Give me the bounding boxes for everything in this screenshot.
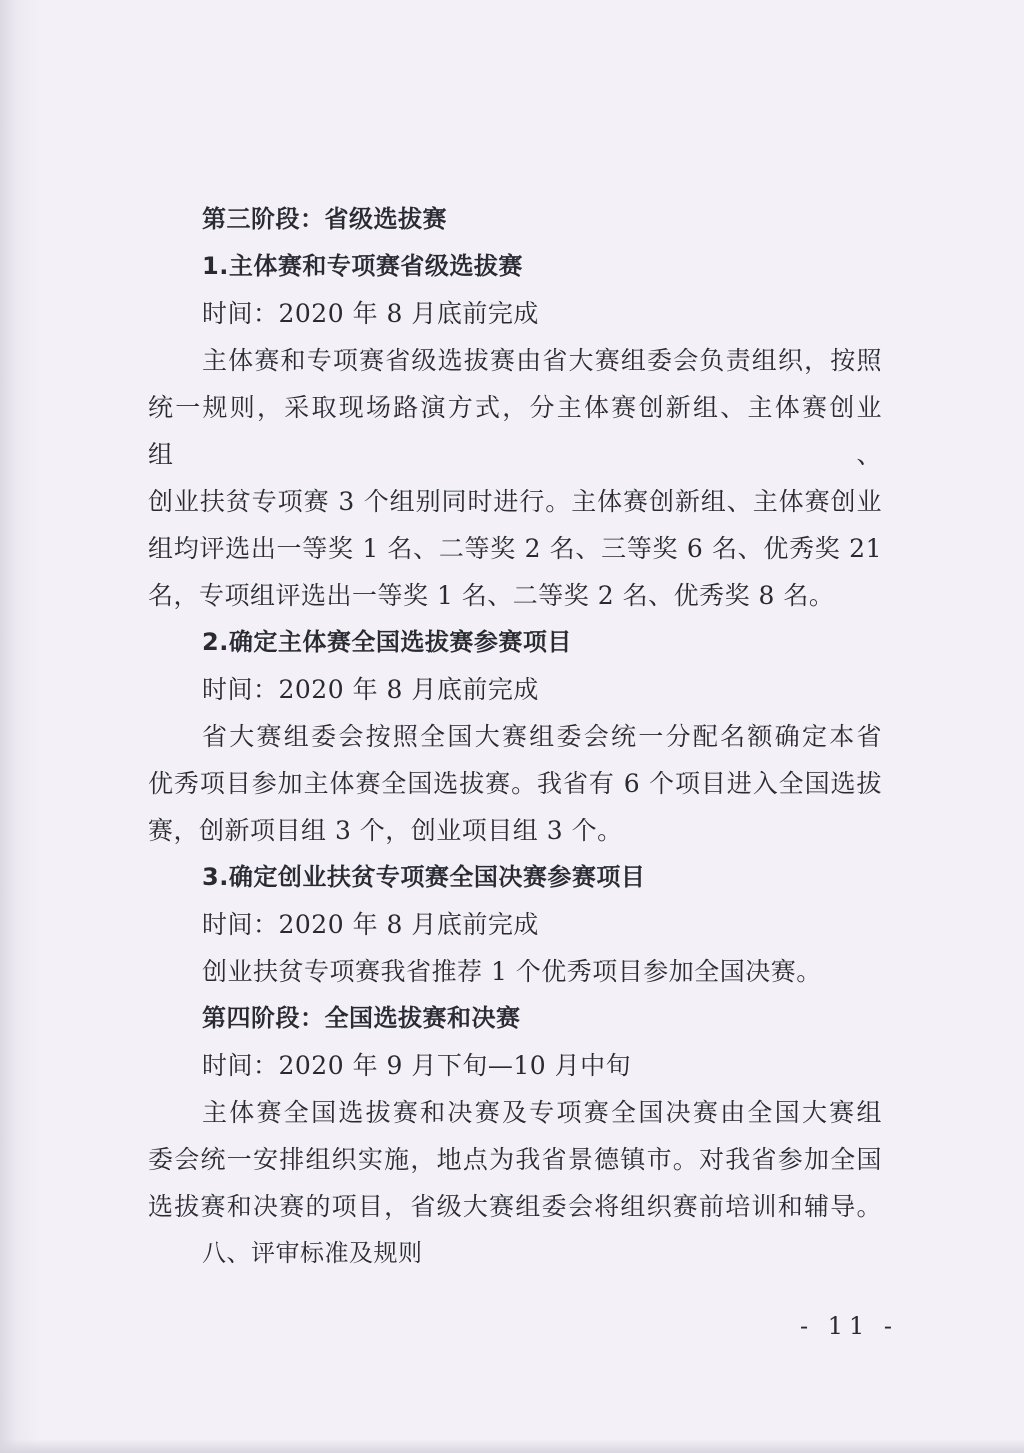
paragraph-3-line-1: 创业扶贫专项赛我省推荐 1 个优秀项目参加全国决赛。 xyxy=(202,957,822,986)
paragraph-4-line-2: 委会统一安排组织实施，地点为我省景德镇市。对我省参加全国 xyxy=(148,1145,882,1174)
time-line-1: 时间：2020 年 8 月底前完成 xyxy=(202,299,539,328)
subsection-heading-2: 2.确定主体赛全国选拔赛参赛项目 xyxy=(202,628,572,656)
scan-shadow-bottom xyxy=(0,1439,1024,1453)
paragraph-1-line-1: 主体赛和专项赛省级选拔赛由省大赛组委会负责组织，按照 xyxy=(202,346,882,375)
paragraph-4-line-1: 主体赛全国选拔赛和决赛及专项赛全国决赛由全国大赛组 xyxy=(202,1098,882,1127)
paragraph-4-line-3: 选拔赛和决赛的项目，省级大赛组委会将组织赛前培训和辅导。 xyxy=(148,1192,882,1221)
time-line-3: 时间：2020 年 8 月底前完成 xyxy=(202,910,539,939)
document-body xyxy=(148,196,882,1277)
paragraph-2-line-1: 省大赛组委会按照全国大赛组委会统一分配名额确定本省 xyxy=(202,722,882,751)
paragraph-2-line-3: 赛，创新项目组 3 个，创业项目组 3 个。 xyxy=(148,816,623,845)
paragraph-1-line-5: 名，专项组评选出一等奖 1 名、二等奖 2 名、优秀奖 8 名。 xyxy=(148,581,835,610)
section-heading-stage-four: 第四阶段：全国选拔赛和决赛 xyxy=(202,1004,521,1032)
section-heading-stage-three: 第三阶段：省级选拔赛 xyxy=(202,205,447,233)
time-line-2: 时间：2020 年 8 月底前完成 xyxy=(202,675,539,704)
paragraph-2-line-2: 优秀项目参加主体赛全国选拔赛。我省有 6 个项目进入全国选拔 xyxy=(148,769,882,798)
time-line-4: 时间：2020 年 9 月下旬—10 月中旬 xyxy=(202,1051,632,1080)
scan-shadow-left xyxy=(0,0,40,1453)
paragraph-1-line-2: 统一规则，采取现场路演方式，分主体赛创新组、主体赛创业组、 xyxy=(148,393,882,469)
paragraph-1-line-3: 创业扶贫专项赛 3 个组别同时进行。主体赛创新组、主体赛创业 xyxy=(148,487,882,516)
section-heading-eight: 八、评审标准及规则 xyxy=(202,1239,423,1267)
subsection-heading-3: 3.确定创业扶贫专项赛全国决赛参赛项目 xyxy=(202,863,646,891)
paragraph-1-line-4: 组均评选出一等奖 1 名、二等奖 2 名、三等奖 6 名、优秀奖 21 xyxy=(148,534,882,563)
subsection-heading-1: 1.主体赛和专项赛省级选拔赛 xyxy=(202,252,523,280)
page-number: - 11 - xyxy=(800,1312,899,1340)
